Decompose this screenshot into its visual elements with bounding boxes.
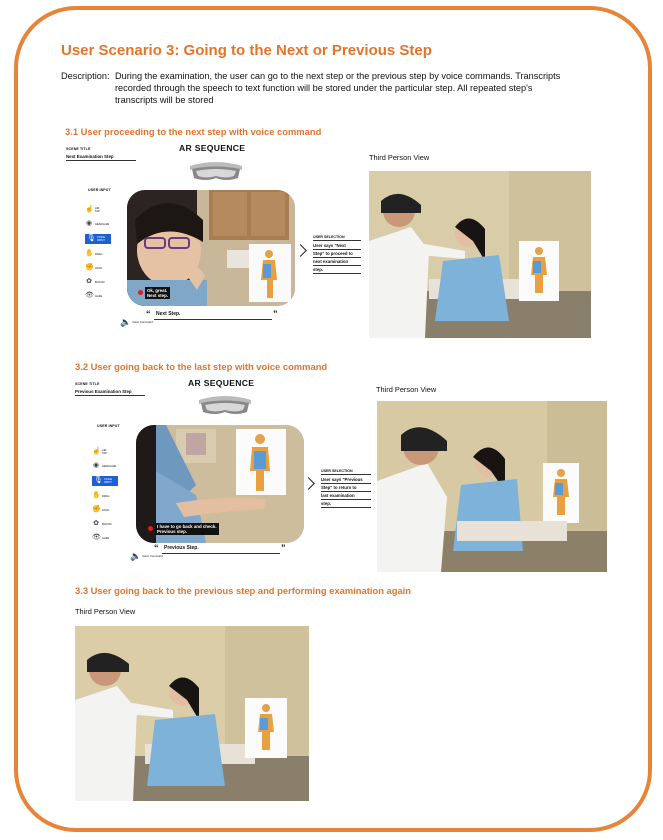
voice-input-icon: 🎙 (87, 235, 96, 242)
input-air-tap: ☝ AIR TAP (85, 206, 100, 213)
scene-title-label: SCENE TITLE (66, 147, 91, 151)
section-3-3-heading: 3.3 User going back to the previous step and performing examination again (75, 585, 412, 596)
input-drag: ✋ DRAG (85, 250, 103, 257)
description-label: Description: (61, 71, 110, 81)
input-air-tap: ☝ AIR TAP (92, 448, 107, 455)
close-quote: ” (273, 309, 278, 319)
bloom-icon: ✿ (86, 278, 92, 285)
hololens-headset-icon (195, 394, 255, 416)
head-gaze-icon: ◉ (92, 462, 100, 469)
user-selection-2: USER SELECTION User says "Previous Step" to return to last examination step. (321, 469, 371, 508)
hololens-headset-icon (186, 160, 246, 182)
ar-sequence-title-2: AR SEQUENCE (188, 378, 255, 388)
bloom-icon: ✿ (93, 520, 99, 527)
hand-hold-icon: ✊ (92, 506, 101, 513)
input-hold: ✊ HOLD (85, 264, 103, 271)
open-quote: “ (146, 309, 151, 319)
hand-tap-icon: ☝ (85, 206, 94, 213)
hand-drag-icon: ✋ (92, 492, 101, 499)
ar-sequence-title: AR SEQUENCE (179, 143, 246, 153)
description-text (115, 70, 621, 107)
hand-drag-icon: ✋ (85, 250, 94, 257)
head-gaze-icon: ◉ (85, 220, 93, 227)
voice-command-2: 🔈 Voice Command (130, 551, 163, 561)
input-headgaze: ◉ HEADGAZE (85, 220, 110, 227)
user-input-label-2: USER INPUT (97, 424, 120, 428)
scene-title-value-2: Previous Examination Step (75, 389, 145, 396)
transcript-text: Previous Step. (164, 545, 199, 551)
eye-gaze-icon: 👁 (85, 292, 94, 299)
description-line-1: During the examination, the user can go to the next step or the previous step by voice commands. Transcripts (115, 71, 561, 81)
transcript-text: Next Step. (156, 311, 181, 317)
speech-caption: Ok, great. Next step. (147, 288, 168, 299)
eye-gaze-icon: 👁 (92, 534, 101, 541)
third-person-label-3: Third Person View (75, 607, 136, 616)
recording-indicator (148, 526, 153, 531)
third-person-label-2: Third Person View (376, 385, 437, 394)
input-hold: ✊ HOLD (92, 506, 110, 513)
speaker-icon: 🔈 (120, 317, 132, 327)
third-person-photo-2 (377, 401, 607, 572)
open-quote: “ (154, 543, 159, 553)
input-drag: ✋ DRAG (92, 492, 110, 499)
input-headgaze: ◉ HEADGAZE (92, 462, 117, 469)
input-gaze: 👁 GAZE (85, 292, 103, 299)
input-voice-active: 🎙 VOICE INPUT (92, 476, 118, 486)
hand-tap-icon: ☝ (92, 448, 101, 455)
third-person-label-1: Third Person View (369, 153, 430, 162)
voice-input-icon: 🎙 (94, 477, 103, 484)
ar-view-scene-1 (127, 190, 295, 306)
section-3-2-heading: 3.2 User going back to the last step with voice command (75, 361, 328, 372)
description-line-3: transcripts will be stored (115, 95, 214, 106)
speech-caption-2: I have to go back and check. Previous step. (157, 524, 217, 535)
page-title: User Scenario 3: Going to the Next or Previous Step (61, 42, 432, 59)
user-selection: USER SELECTION User says "Next Step" to proceed to next examination step. (313, 235, 361, 274)
section-3-1-heading: 3.1 User proceeding to the next step with voice command (65, 126, 322, 137)
speaker-icon: 🔈 (130, 551, 142, 561)
third-person-photo-1 (369, 171, 591, 338)
voice-command: 🔈 Voice Command (120, 317, 153, 327)
close-quote: ” (281, 543, 286, 553)
scene-title-label-2: SCENE TITLE (75, 382, 100, 386)
scene-title-value: Next Examination Step (66, 154, 136, 161)
hand-hold-icon: ✊ (85, 264, 94, 271)
ar-view-scene-2 (136, 425, 304, 543)
third-person-photo-3 (75, 626, 309, 801)
description-line-2: recorded through the speech to text function will be stored under the particular step. All repeated step's (115, 83, 533, 94)
input-gaze: 👁 GAZE (92, 534, 110, 541)
recording-indicator (138, 290, 143, 295)
input-bloom: ✿ BLOOM (93, 520, 112, 527)
input-bloom: ✿ BLOOM (86, 278, 105, 285)
input-voice-active: 🎙 VOICE INPUT (85, 234, 111, 244)
user-input-label: USER INPUT (88, 188, 111, 192)
